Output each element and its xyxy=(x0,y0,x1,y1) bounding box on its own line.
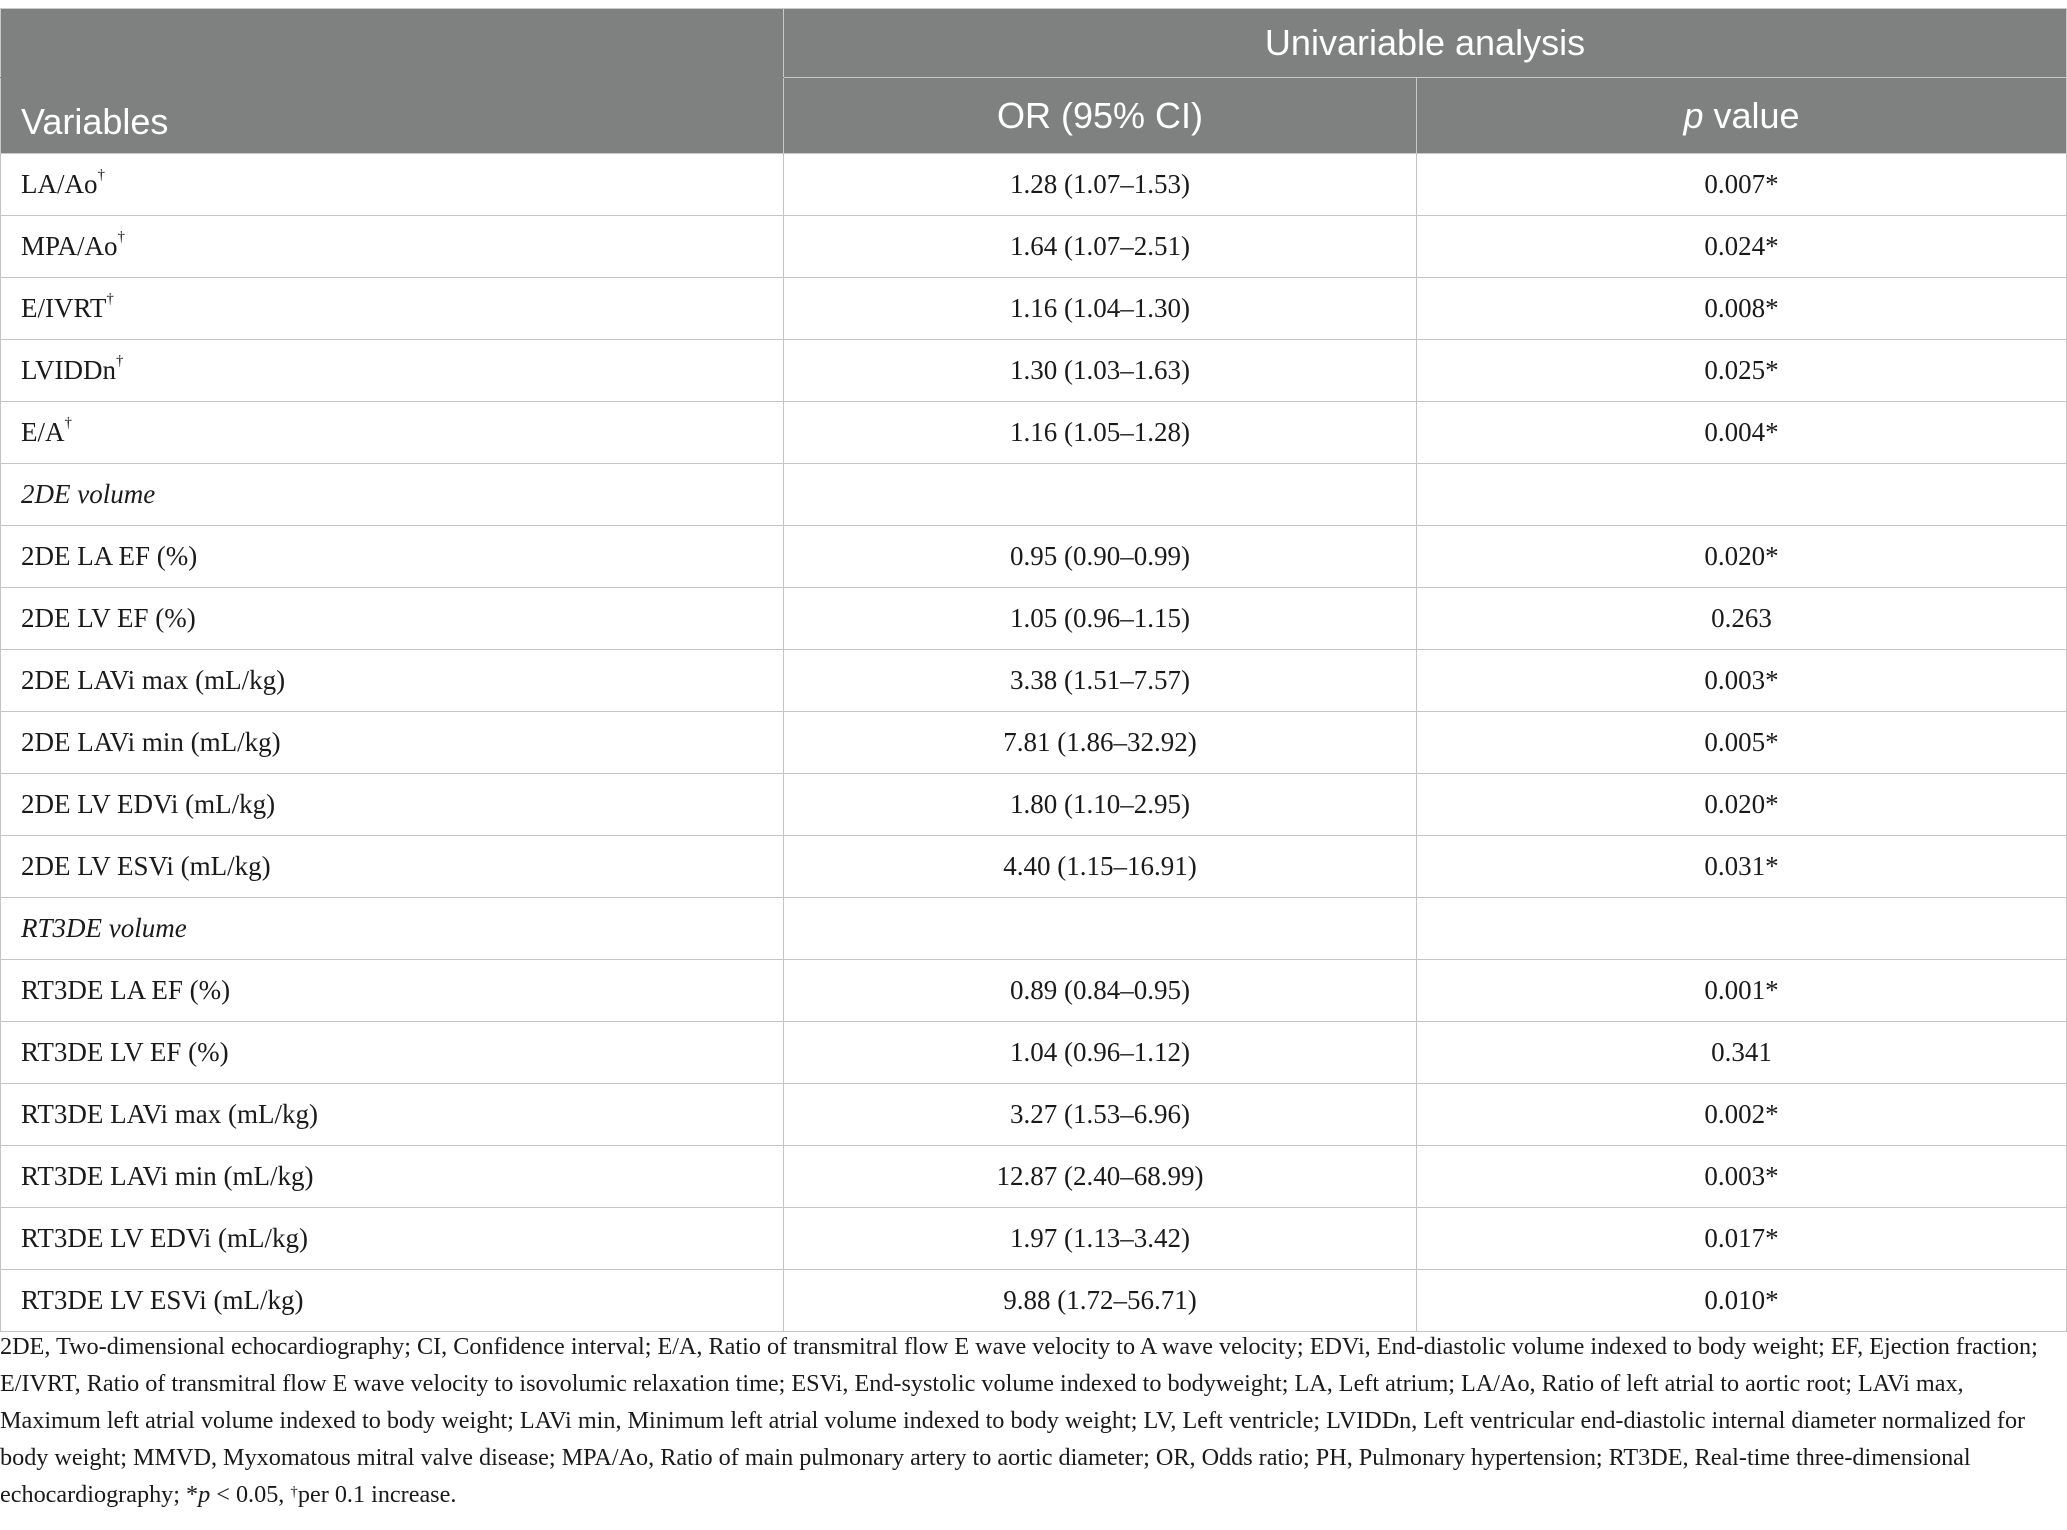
p-value-cell xyxy=(1417,898,2067,960)
footnote-abbreviations: 2DE, Two-dimensional echocardiography; CI, Confidence interval; E/A, Ratio of transmitral flow E wave velocity to A wave velocity; EDVi, End-diastolic volume indexed to body weight; EF, Ejection fraction; E/IVRT, Ratio of transmitral flow E wave velocity to isovolumic relaxation time; ESVi, End-systolic volume indexed to bodyweight; LA, Left atrium; LA/Ao, Ratio of left atrial to aortic root; LAVi max, Maximum left atrial volume indexed to body weight; LAVi min, Minimum left atrial volume indexed to body weight; LV, Left ventricle; LVIDDn, Left ventricular end-diastolic internal diameter normalized for body weight; MMVD, Myxomatous mitral valve disease; MPA/Ao, Ratio of main pulmonary artery to aortic diameter; OR, Odds ratio; PH, Pulmonary hypertension; RT3DE, Real-time three-dimensional echocardiography; xyxy=(0,1333,2038,1508)
p-value-cell: 0.002* xyxy=(1417,1084,2067,1146)
dagger-marker: † xyxy=(117,229,126,245)
univariable-analysis-table xyxy=(0,8,2067,1332)
variable-name: RT3DE LV ESVi (mL/kg) xyxy=(21,1285,304,1315)
footnote-dagger: † xyxy=(290,1484,298,1500)
table-row xyxy=(1,1084,2067,1146)
p-value-cell: 0.024* xyxy=(1417,216,2067,278)
or-ci-cell: 12.87 (2.40–68.99) xyxy=(784,1146,1417,1208)
or-ci-cell: 1.16 (1.05–1.28) xyxy=(784,402,1417,464)
p-value-cell: 0.004* xyxy=(1417,402,2067,464)
p-value-cell: 0.020* xyxy=(1417,526,2067,588)
variable-name: E/A xyxy=(21,417,65,447)
variable-name: RT3DE volume xyxy=(21,913,187,943)
variable-cell xyxy=(1,960,784,1022)
table-row xyxy=(1,836,2067,898)
p-value-cell xyxy=(1417,464,2067,526)
variable-cell xyxy=(1,216,784,278)
or-ci-cell: 4.40 (1.15–16.91) xyxy=(784,836,1417,898)
variable-name: LA/Ao xyxy=(21,169,98,199)
table-row xyxy=(1,1146,2067,1208)
or-ci-cell: 1.16 (1.04–1.30) xyxy=(784,278,1417,340)
table-row xyxy=(1,340,2067,402)
table-row xyxy=(1,960,2067,1022)
p-value-cell: 0.003* xyxy=(1417,1146,2067,1208)
variable-name: RT3DE LAVi min (mL/kg) xyxy=(21,1161,314,1191)
variable-cell xyxy=(1,588,784,650)
variable-name: 2DE LA EF (%) xyxy=(21,541,198,571)
results-table-container xyxy=(0,8,2066,1332)
variable-cell xyxy=(1,340,784,402)
table-row xyxy=(1,1270,2067,1332)
variable-cell xyxy=(1,712,784,774)
variable-cell xyxy=(1,650,784,712)
p-value-cell: 0.001* xyxy=(1417,960,2067,1022)
variable-name: 2DE LV EDVi (mL/kg) xyxy=(21,789,276,819)
footnote-threshold: < 0.05, xyxy=(210,1481,291,1508)
table-header xyxy=(1,9,2067,154)
table-row xyxy=(1,1208,2067,1270)
dagger-marker: † xyxy=(116,353,124,369)
variable-cell xyxy=(1,1208,784,1270)
header-p-value xyxy=(1417,78,2067,154)
variable-name: 2DE LV EF (%) xyxy=(21,603,196,633)
table-row xyxy=(1,588,2067,650)
or-ci-cell: 3.27 (1.53–6.96) xyxy=(784,1084,1417,1146)
variable-name: RT3DE LA EF (%) xyxy=(21,975,231,1005)
or-ci-cell: 1.80 (1.10–2.95) xyxy=(784,774,1417,836)
dagger-marker: † xyxy=(106,291,114,307)
or-ci-cell: 7.81 (1.86–32.92) xyxy=(784,712,1417,774)
variable-cell xyxy=(1,1146,784,1208)
or-ci-cell: 0.89 (0.84–0.95) xyxy=(784,960,1417,1022)
or-ci-cell: 1.97 (1.13–3.42) xyxy=(784,1208,1417,1270)
variable-cell xyxy=(1,154,784,216)
variable-cell xyxy=(1,402,784,464)
p-value-cell: 0.031* xyxy=(1417,836,2067,898)
header-group-label: Univariable analysis xyxy=(784,9,2067,78)
section-label xyxy=(1,898,784,960)
variable-cell xyxy=(1,278,784,340)
variable-name: LVIDDn xyxy=(21,355,117,385)
table-row xyxy=(1,1022,2067,1084)
variable-name: 2DE LAVi max (mL/kg) xyxy=(21,665,286,695)
or-ci-cell: 1.28 (1.07–1.53) xyxy=(784,154,1417,216)
p-value-cell: 0.005* xyxy=(1417,712,2067,774)
variable-cell xyxy=(1,526,784,588)
table-row xyxy=(1,712,2067,774)
dagger-marker: † xyxy=(64,415,72,431)
footnote-star: * xyxy=(186,1481,199,1508)
table-row xyxy=(1,526,2067,588)
or-ci-cell: 3.38 (1.51–7.57) xyxy=(784,650,1417,712)
section-row xyxy=(1,898,2067,960)
p-value-cell: 0.263 xyxy=(1417,588,2067,650)
p-value-cell: 0.003* xyxy=(1417,650,2067,712)
or-ci-cell xyxy=(784,898,1417,960)
or-ci-cell: 1.04 (0.96–1.12) xyxy=(784,1022,1417,1084)
variable-cell xyxy=(1,1270,784,1332)
section-label xyxy=(1,464,784,526)
variable-name: 2DE LAVi min (mL/kg) xyxy=(21,727,281,757)
p-value-cell: 0.008* xyxy=(1417,278,2067,340)
variable-name: RT3DE LV EF (%) xyxy=(21,1037,229,1067)
or-ci-cell: 1.05 (0.96–1.15) xyxy=(784,588,1417,650)
variable-cell xyxy=(1,1084,784,1146)
footnote-p-italic: p xyxy=(198,1481,211,1508)
header-p-italic: p xyxy=(1683,94,1704,136)
table-row xyxy=(1,278,2067,340)
variable-name: E/IVRT xyxy=(21,293,107,323)
table-row xyxy=(1,650,2067,712)
p-value-cell: 0.007* xyxy=(1417,154,2067,216)
table-row xyxy=(1,154,2067,216)
header-variables: Variables xyxy=(1,78,784,154)
or-ci-cell: 1.64 (1.07–2.51) xyxy=(784,216,1417,278)
p-value-cell: 0.017* xyxy=(1417,1208,2067,1270)
header-or-ci: OR (95% CI) xyxy=(784,78,1417,154)
or-ci-cell: 0.95 (0.90–0.99) xyxy=(784,526,1417,588)
footnote-per-increase: per 0.1 increase. xyxy=(297,1481,457,1508)
variable-name: RT3DE LAVi max (mL/kg) xyxy=(21,1099,318,1129)
p-value-cell: 0.010* xyxy=(1417,1270,2067,1332)
header-blank-cell xyxy=(1,9,784,78)
variable-name: 2DE volume xyxy=(21,479,156,509)
variable-cell xyxy=(1,1022,784,1084)
table-row xyxy=(1,216,2067,278)
variable-name: 2DE LV ESVi (mL/kg) xyxy=(21,851,271,881)
variable-name: RT3DE LV EDVi (mL/kg) xyxy=(21,1223,308,1253)
or-ci-cell xyxy=(784,464,1417,526)
or-ci-cell: 9.88 (1.72–56.71) xyxy=(784,1270,1417,1332)
variable-name: MPA/Ao xyxy=(21,231,118,261)
or-ci-cell: 1.30 (1.03–1.63) xyxy=(784,340,1417,402)
dagger-marker: † xyxy=(97,167,105,183)
p-value-cell: 0.025* xyxy=(1417,340,2067,402)
table-footnote xyxy=(0,1328,2050,1513)
variable-cell xyxy=(1,774,784,836)
p-value-cell: 0.020* xyxy=(1417,774,2067,836)
p-value-cell: 0.341 xyxy=(1417,1022,2067,1084)
header-p-rest: value xyxy=(1703,94,1800,136)
table-row xyxy=(1,774,2067,836)
table-row xyxy=(1,402,2067,464)
variable-cell xyxy=(1,836,784,898)
table-body xyxy=(1,154,2067,1332)
section-row xyxy=(1,464,2067,526)
